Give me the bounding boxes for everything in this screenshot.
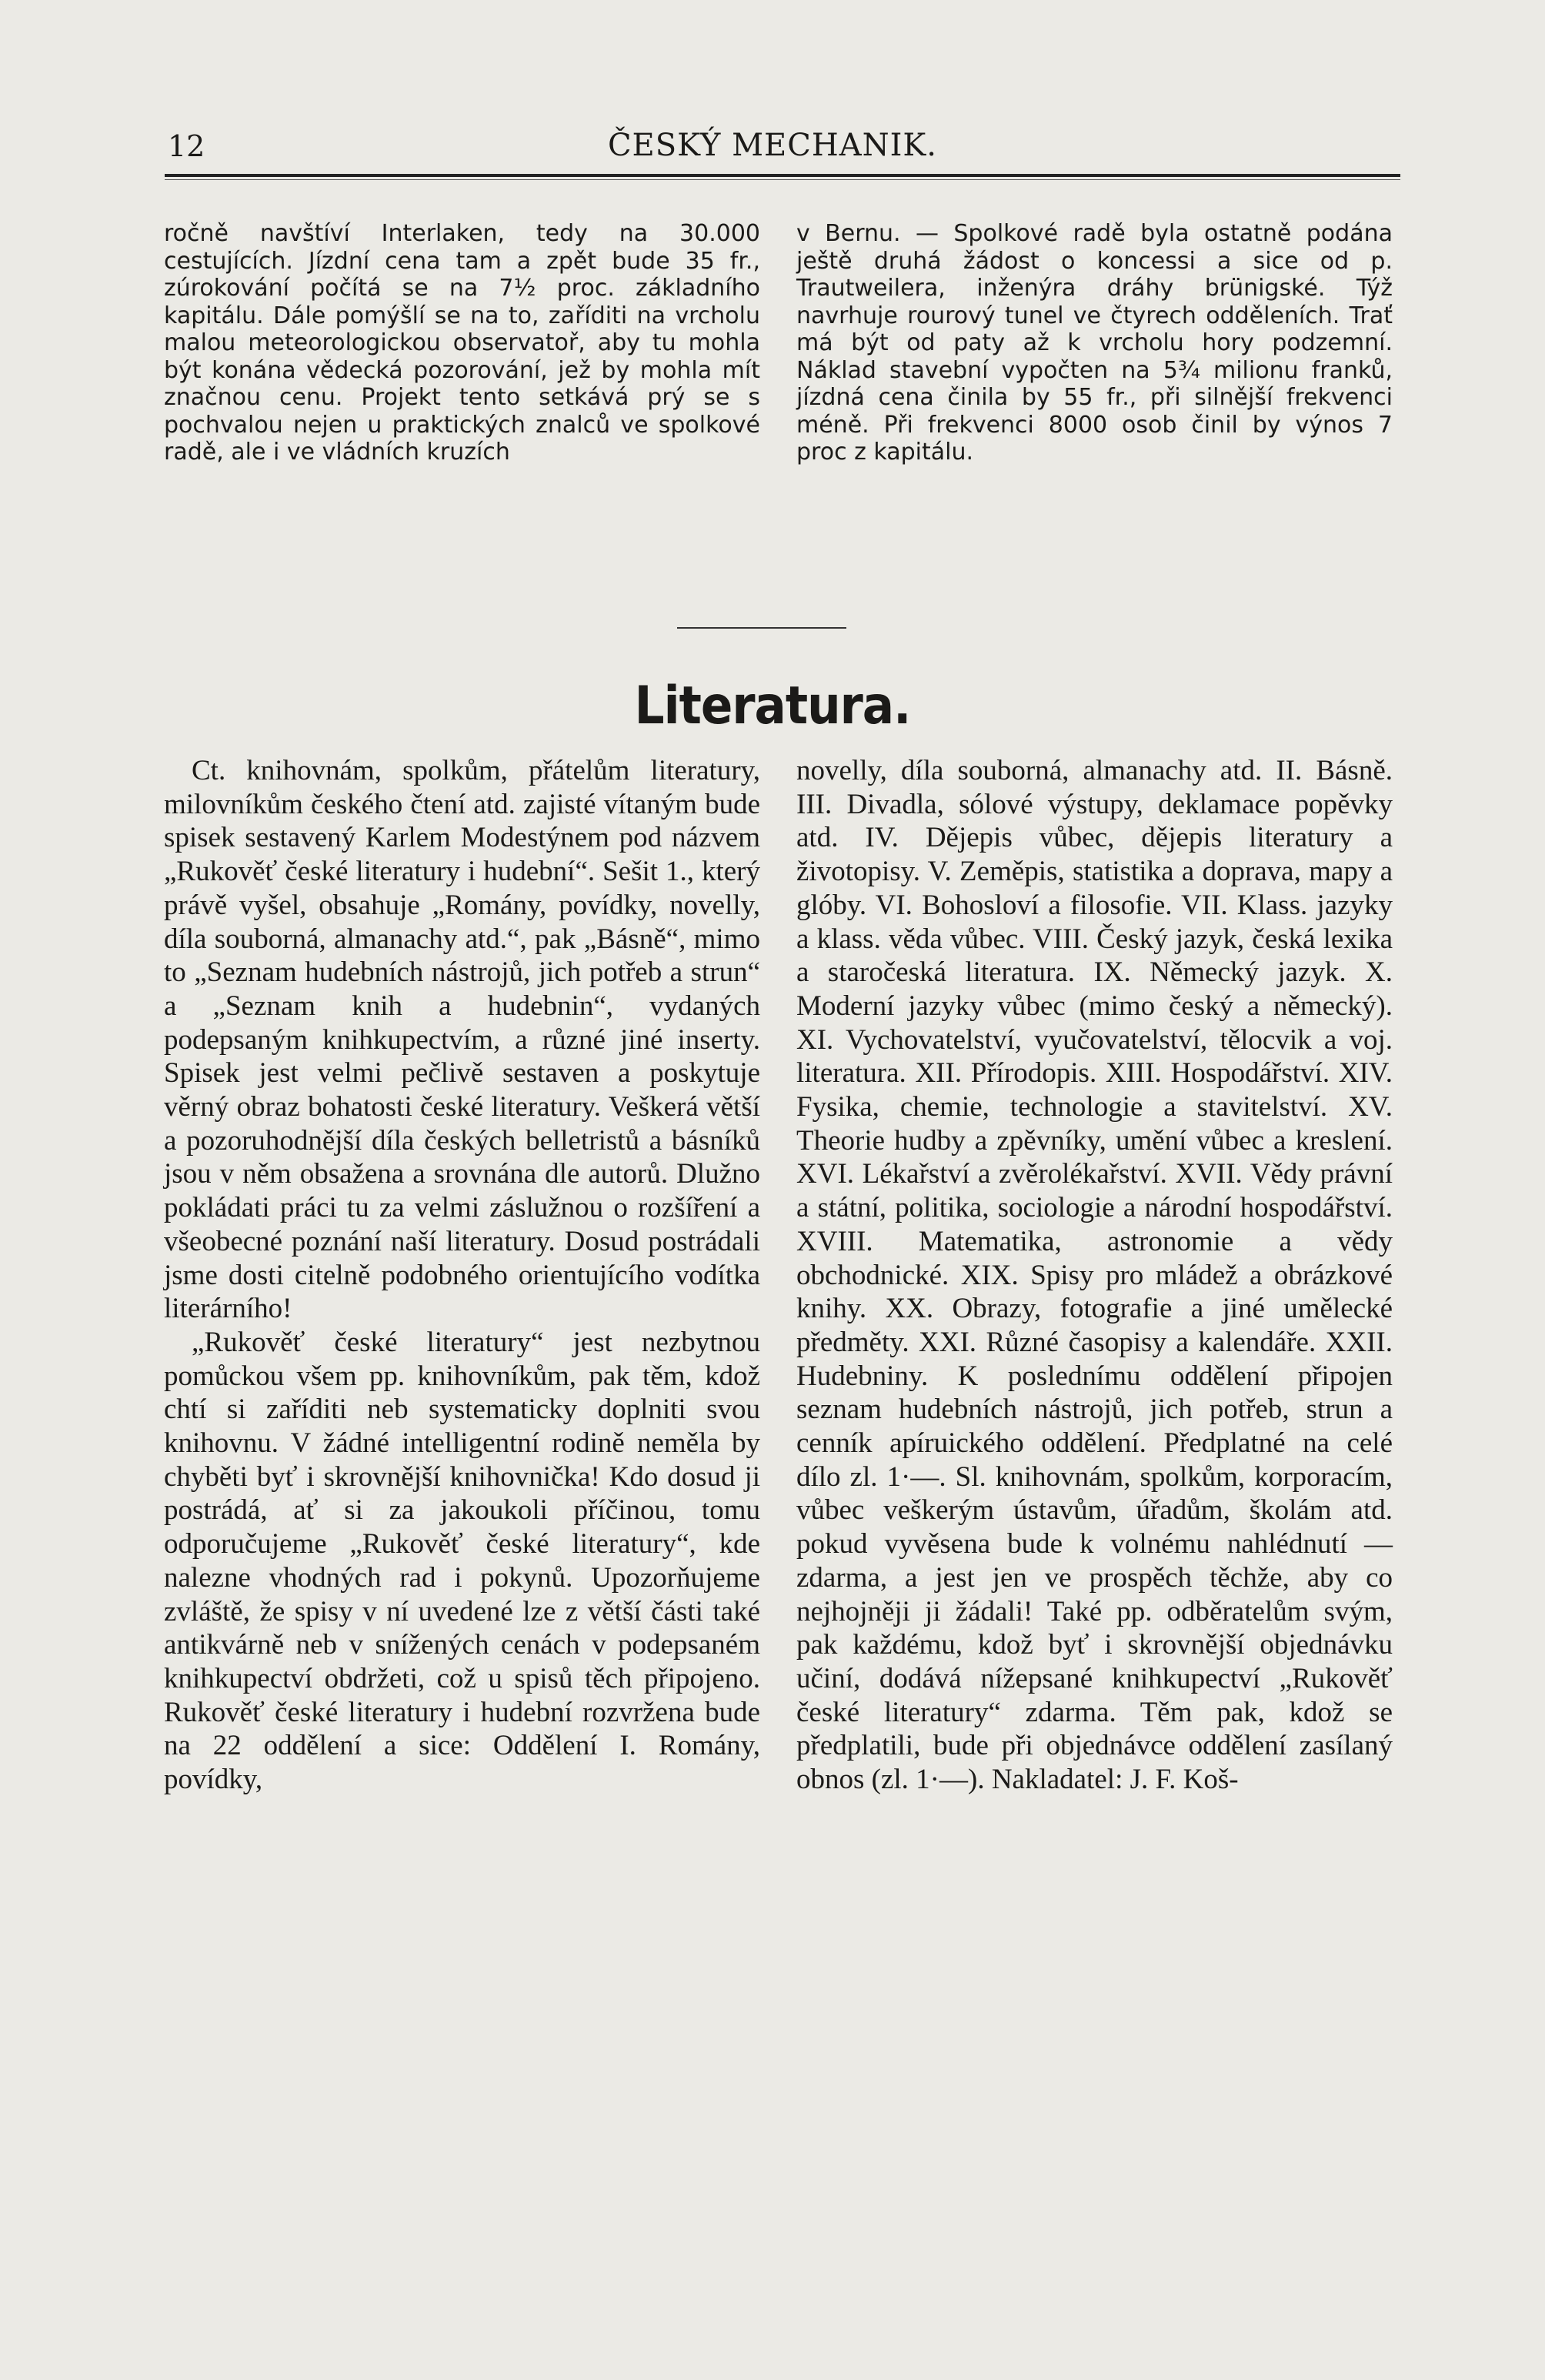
section-divider bbox=[677, 627, 846, 629]
paragraph: ročně navštíví Interlaken, tedy na 30.000 cestujících. Jízdní cena tam a zpět bude 35 fr., zúrokování počítá se na 7½ proc. základního kapitálu. Dále pomýšlí se na to, zaříditi na vrcholu malou meteorologickou observatoř, aby tu mohla být konána vědecká pozorování, jež by mohla mít značnou cenu. Projekt tento setkává prý se s pochvalou nejen u praktických znalců ve spolkové radě, ale i ve vládních kruzích bbox=[164, 220, 760, 466]
page-number: 12 bbox=[168, 129, 205, 163]
literature-right-column bbox=[796, 754, 1393, 1797]
paragraph: Ct. knihovnám, spolkům, přátelům literatury, milovníkům českého čtení atd. zajisté vítaným bude spisek sestavený Karlem Modestýnem pod názvem „Rukověť české literatury i hudební“. Sešit 1., který právě vyšel, obsahuje „Romány, povídky, novelly, díla souborná, almanachy atd.“, pak „Básně“, mimo to „Seznam hudebních nástrojů, jich potřeb a strun“ a „Seznam knih a hudebnin“, vydaných podepsaným knihkupectvím, a různé jiné inserty. Spisek jest velmi pečlivě sestaven a poskytuje věrný obraz bohatosti české literatury. Veškerá větší a pozoruhodnější díla českých belletristů a básníků jsou v něm obsažena a srovnána dle autorů. Dlužno pokládati práci tu za velmi záslužnou o rozšíření a všeobecné poznání naší literatury. Dosud postrádali jsme dosti citelně podobného orientujícího vodítka literárního! bbox=[164, 755, 760, 1325]
literature-left-column bbox=[164, 754, 760, 1797]
paragraph: „Rukověť české literatury“ jest nezbytnou pomůckou všem pp. knihovníkům, pak těm, kdož chtí si zaříditi neb systematicky doplniti svou knihovnu. V žádné intelligentní rodině neměla by chyběti byť i skrovnější knihovnička! Kdo dosud ji postrádá, ať si za jakoukoli příčinou, tomu odporučujeme „Rukověť české literatury“, kde nalezne vhodných rad i pokynů. Upozorňujeme zvláště, že spisy v ní uvedené lze z větší části také antikvárně neb v snížených cenách v podepsaném knihkupectví obdržeti, což u spisů těch připojeno. Rukověť české literatury i hudební rozvržena bude na 22 oddělení a sice: Oddělení I. Romány, povídky, bbox=[164, 1326, 760, 1796]
article-continuation-right bbox=[796, 220, 1393, 466]
paragraph: novelly, díla souborná, almanachy atd. II. Básně. III. Divadla, sólové výstupy, deklamace popěvky atd. IV. Dějepis vůbec, dějepis literatury a životopisy. V. Zeměpis, statistika a doprava, mapy a glóby. VI. Bohosloví a filosofie. VII. Klass. jazyky a klass. věda vůbec. VIII. Český jazyk, česká lexika a staročeská literatura. IX. Německý jazyk. X. Moderní jazyky vůbec (mimo český a německý). XI. Vychovatelství, vyučovatelství, tělocvik a voj. literatura. XII. Přírodopis. XIII. Hospodářství. XIV. Fysika, chemie, technologie a stavitelství. XV. Theorie hudby a zpěvníky, umění vůbec a kreslení. XVI. Lékařství a zvěrolékařství. XVII. Vědy právní a státní, politika, sociologie a národní hospodářství. XVIII. Matematika, astronomie a vědy obchodnické. XIX. Spisy pro mládež a obrázkové knihy. XX. Obrazy, fotografie a jiné umělecké předměty. XXI. Různé časopisy a kalendáře. XXII. Hudebniny. K poslednímu oddělení připojen seznam hudebních nástrojů, jich potřeb, strun a cenník apíruického oddělení. Předplatné na celé dílo zl. 1·—. Sl. knihovnám, spolkům, korporacím, vůbec veškerým ústavům, úřadům, školám atd. pokud vyvěsena bude k volnému nahlédnutí — zdarma, a jest jen ve prospěch těchže, aby co nejhojněji ji žádali! Také pp. odběratelům svým, pak každému, kdož byť i skrovnější objednávku učiní, dodává nížepsané knihkupectví „Rukověť české literatury“ zdarma. Těm pak, kdož se předplatili, bude při objednávce oddělení zasílaný obnos (zl. 1·—). Nakladatel: J. F. Koš- bbox=[796, 755, 1393, 1796]
paragraph: v Bernu. — Spolkové radě byla ostatně podána ještě druhá žádost o koncessi a sice od p. Trautweilera, inženýra dráhy brünigské. Týž navrhuje rourový tunel ve čtyrech odděleních. Trať má být od paty až k vrcholu hory podzemní. Náklad stavební vypočten na 5¾ milionu franků, jízdná cena činila by 55 fr., při silnější frekvenci méně. Při frekvenci 8000 osob činil by výnos 7 proc z kapitálu. bbox=[796, 220, 1393, 466]
header-rule bbox=[165, 174, 1400, 180]
running-title: ČESKÝ MECHANIK. bbox=[607, 128, 938, 163]
article-continuation-left bbox=[164, 220, 760, 466]
section-heading: Literatura. bbox=[634, 676, 911, 736]
